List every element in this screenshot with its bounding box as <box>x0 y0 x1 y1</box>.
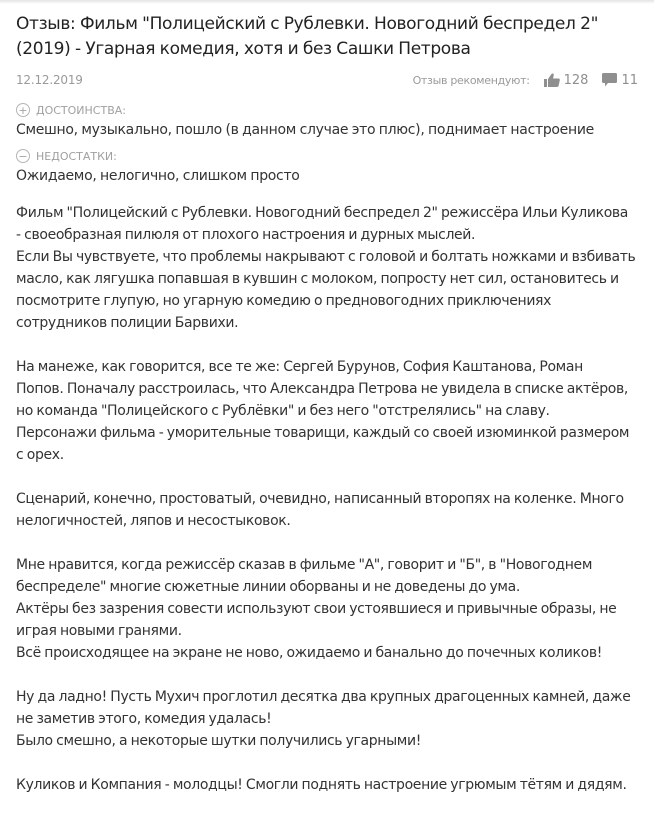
review-date: 12.12.2019 <box>16 73 83 87</box>
text-line: Если Вы чувствуете, что проблемы накрывают с головой и болтать ножками и взбивать <box>16 249 636 265</box>
review-stats <box>413 73 638 88</box>
text-line: Было смешно, а некоторые шутки получились угарными! <box>16 733 422 749</box>
pros-label: ДОСТОИНСТВА: <box>36 103 126 117</box>
text-line: Всё происходящее на экране не ново, ожидаемо и банально до почечных коликов! <box>16 645 602 661</box>
comment-icon <box>602 73 617 87</box>
text-line: Мне нравится, когда режиссёр сказав в фильме "А", говорит и "Б", в "Новогоднем <box>16 557 593 573</box>
comments-button[interactable] <box>602 73 638 88</box>
recommend-label: Отзыв рекомендуют: <box>412 73 530 87</box>
cons-block <box>16 148 638 186</box>
text-line: Попов. Поначалу расстроилась, что Александра Петрова не увидела в списке актёров, <box>16 381 628 397</box>
review-meta <box>16 70 638 90</box>
review-paragraph <box>16 356 638 466</box>
review-paragraph <box>16 554 638 664</box>
pros-cons <box>16 102 638 186</box>
text-line: посмотрите глупую, но угарную комедию о предновогодних приключениях <box>16 293 552 309</box>
pros-heading <box>16 102 638 118</box>
text-line: Фильм "Полицейский с Рублевки. Новогодний беспредел 2" режиссёра Ильи Куликова <box>16 205 629 221</box>
like-button[interactable] <box>544 73 589 88</box>
text-line: нелогичностей, ляпов и несостыковок. <box>16 513 291 529</box>
text-line: с орех. <box>16 447 64 463</box>
review-paragraph <box>16 202 638 334</box>
pros-block <box>16 102 638 140</box>
text-line: беспределе" многие сюжетные линии оборваны и не доведены до ума. <box>16 579 520 595</box>
text-line: Куликов и Компания - молодцы! Смогли поднять настроение угрюмым тётям и дядям. <box>16 777 627 793</box>
cons-text: Ожидаемо, нелогично, слишком просто <box>16 168 300 184</box>
text-line: не заметив этого, комедия удалась! <box>16 711 272 727</box>
title-line: Отзыв: Фильм "Полицейский с Рублевки. Новогодний беспредел 2" <box>16 14 599 34</box>
review-paragraph <box>16 686 638 752</box>
minus-circle-icon: − <box>16 149 30 163</box>
review-card <box>16 12 638 796</box>
thumbs-up-icon <box>544 73 560 87</box>
text-line: Сценарий, конечно, простоватый, очевидно, написанный второпях на коленке. Много <box>16 491 624 507</box>
comments-count: 11 <box>621 72 638 88</box>
text-line: сотрудников полиции Барвихи. <box>16 315 239 331</box>
text-line: масло, как лягушка попавшая в кувшин с молоком, попросту нет сил, остановитесь и <box>16 271 619 287</box>
text-line: Актёры без зазрения совести используют свои устоявшиеся и привычные образы, не <box>16 601 617 617</box>
review-body <box>16 202 638 796</box>
title-line: (2019) - Угарная комедия, хотя и без Сашки Петрова <box>16 39 471 59</box>
text-line: На манеже, как говорится, все те же: Сергей Бурунов, София Каштанова, Роман <box>16 359 583 375</box>
cons-label: НЕДОСТАТКИ: <box>36 149 117 163</box>
text-line: но команда "Полицейского с Рублёвки" и без него "отстрелялись" на славу. <box>16 403 550 419</box>
review-paragraph <box>16 488 638 532</box>
text-line: Ну да ладно! Пусть Мухич проглотил десятка два крупных драгоценных камней, даже <box>16 689 631 705</box>
review-title <box>16 12 638 62</box>
text-line: играя новыми гранями. <box>16 623 182 639</box>
likes-count: 128 <box>563 72 589 88</box>
top-divider-shadow <box>0 0 654 4</box>
plus-circle-icon: + <box>16 103 30 117</box>
text-line: Персонажи фильма - уморительные товарищи, каждый со своей изюминкой размером <box>16 425 630 441</box>
cons-heading <box>16 148 638 164</box>
text-line: - своеобразная пилюля от плохого настроения и дурных мыслей. <box>16 227 476 243</box>
pros-text: Смешно, музыкально, пошло (в данном случае это плюс), поднимает настроение <box>16 122 594 138</box>
review-paragraph <box>16 774 638 796</box>
